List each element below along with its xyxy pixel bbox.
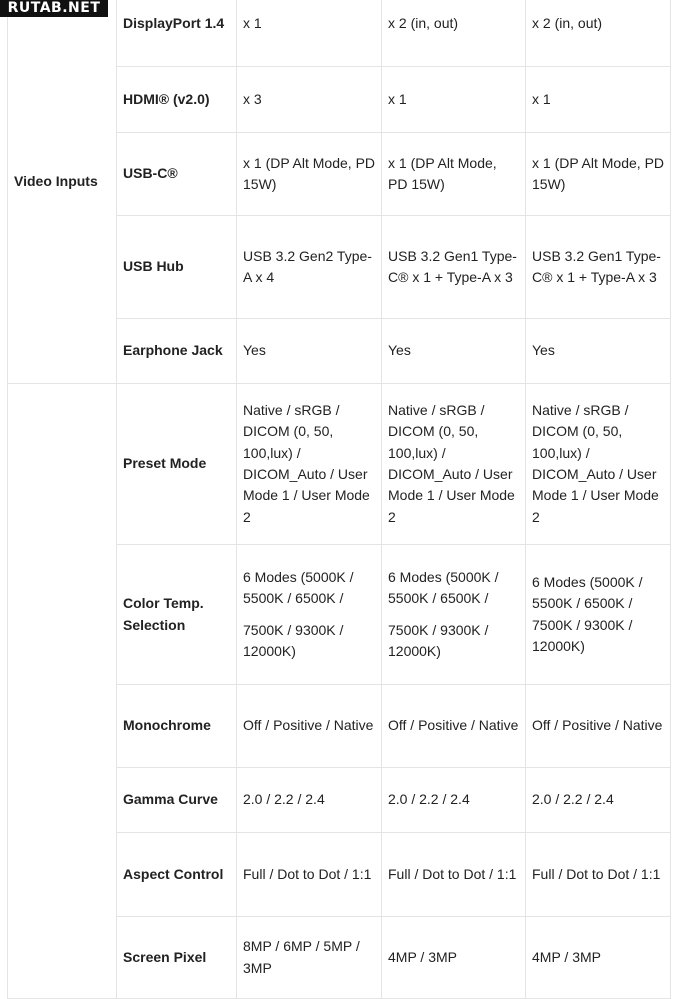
spec-value-line: 7500K / 9300K / 12000K) (388, 621, 489, 659)
spec-value: x 2 (in, out) (382, 0, 526, 67)
spec-value: x 2 (in, out) (526, 0, 671, 67)
spec-value: Full / Dot to Dot / 1:1 (237, 833, 382, 917)
spec-table (7, 0, 671, 999)
spec-value: x 3 (237, 67, 382, 133)
spec-value: Native / sRGB / DICOM (0, 50, 100,lux) / DICOM_Auto / User Mode 1 / User Mode 2 (237, 384, 382, 545)
spec-value: 2.0 / 2.2 / 2.4 (237, 768, 382, 833)
spec-value: x 1 (DP Alt Mode, PD 15W) (526, 133, 671, 216)
spec-value: Off / Positive / Native (237, 685, 382, 768)
spec-value: USB 3.2 Gen2 Type-A x 4 (237, 216, 382, 319)
spec-value: Yes (382, 319, 526, 384)
spec-value: x 1 (DP Alt Mode, PD 15W) (237, 133, 382, 216)
feature-label: HDMI® (v2.0) (117, 67, 237, 133)
spec-value (382, 545, 526, 685)
feature-label: Preset Mode (117, 384, 237, 545)
spec-value: Full / Dot to Dot / 1:1 (382, 833, 526, 917)
spec-value: USB 3.2 Gen1 Type-C® x 1 + Type-A x 3 (382, 216, 526, 319)
feature-label: Aspect Control (117, 833, 237, 917)
feature-label: USB Hub (117, 216, 237, 319)
table-row-preset (8, 384, 671, 545)
spec-value: 2.0 / 2.2 / 2.4 (382, 768, 526, 833)
feature-label: Earphone Jack (117, 319, 237, 384)
spec-value: 4MP / 3MP (526, 917, 671, 999)
spec-value: x 1 (382, 67, 526, 133)
spec-value: 6 Modes (5000K / 5500K / 6500K / 7500K / 9300K / 12000K) (526, 545, 671, 685)
spec-value: Native / sRGB / DICOM (0, 50, 100,lux) / DICOM_Auto / User Mode 1 / User Mode 2 (526, 384, 671, 545)
spec-value: USB 3.2 Gen1 Type-C® x 1 + Type-A x 3 (526, 216, 671, 319)
watermark-logo: RUTAB.NET (0, 0, 108, 17)
feature-label: DisplayPort 1.4 (117, 0, 237, 67)
spec-value: x 1 (DP Alt Mode, PD 15W) (382, 133, 526, 216)
feature-label: Color Temp. Selection (117, 545, 237, 685)
feature-label: Gamma Curve (117, 768, 237, 833)
spec-value: Yes (526, 319, 671, 384)
group-label-video-inputs: Video Inputs (8, 0, 117, 384)
spec-value: x 1 (237, 0, 382, 67)
feature-label: Screen Pixel (117, 917, 237, 999)
spec-value: Off / Positive / Native (526, 685, 671, 768)
spec-value: 2.0 / 2.2 / 2.4 (526, 768, 671, 833)
group-label-empty (8, 384, 117, 999)
spec-value: Full / Dot to Dot / 1:1 (526, 833, 671, 917)
spec-value-line: 7500K / 9300K / 12000K) (243, 621, 344, 659)
spec-value: Yes (237, 319, 382, 384)
spec-value-line: 6 Modes (5000K / 5500K / 6500K / (388, 568, 499, 607)
spec-value: Off / Positive / Native (382, 685, 526, 768)
spec-value: x 1 (526, 67, 671, 133)
spec-value-line: 6 Modes (5000K / 5500K / 6500K / (243, 568, 354, 607)
spec-value: 4MP / 3MP (382, 917, 526, 999)
spec-value: Native / sRGB / DICOM (0, 50, 100,lux) / DICOM_Auto / User Mode 1 / User Mode 2 (382, 384, 526, 545)
spec-value: 8MP / 6MP / 5MP / 3MP (237, 917, 382, 999)
spec-value (237, 545, 382, 685)
feature-label: Monochrome (117, 685, 237, 768)
feature-label: USB-C® (117, 133, 237, 216)
